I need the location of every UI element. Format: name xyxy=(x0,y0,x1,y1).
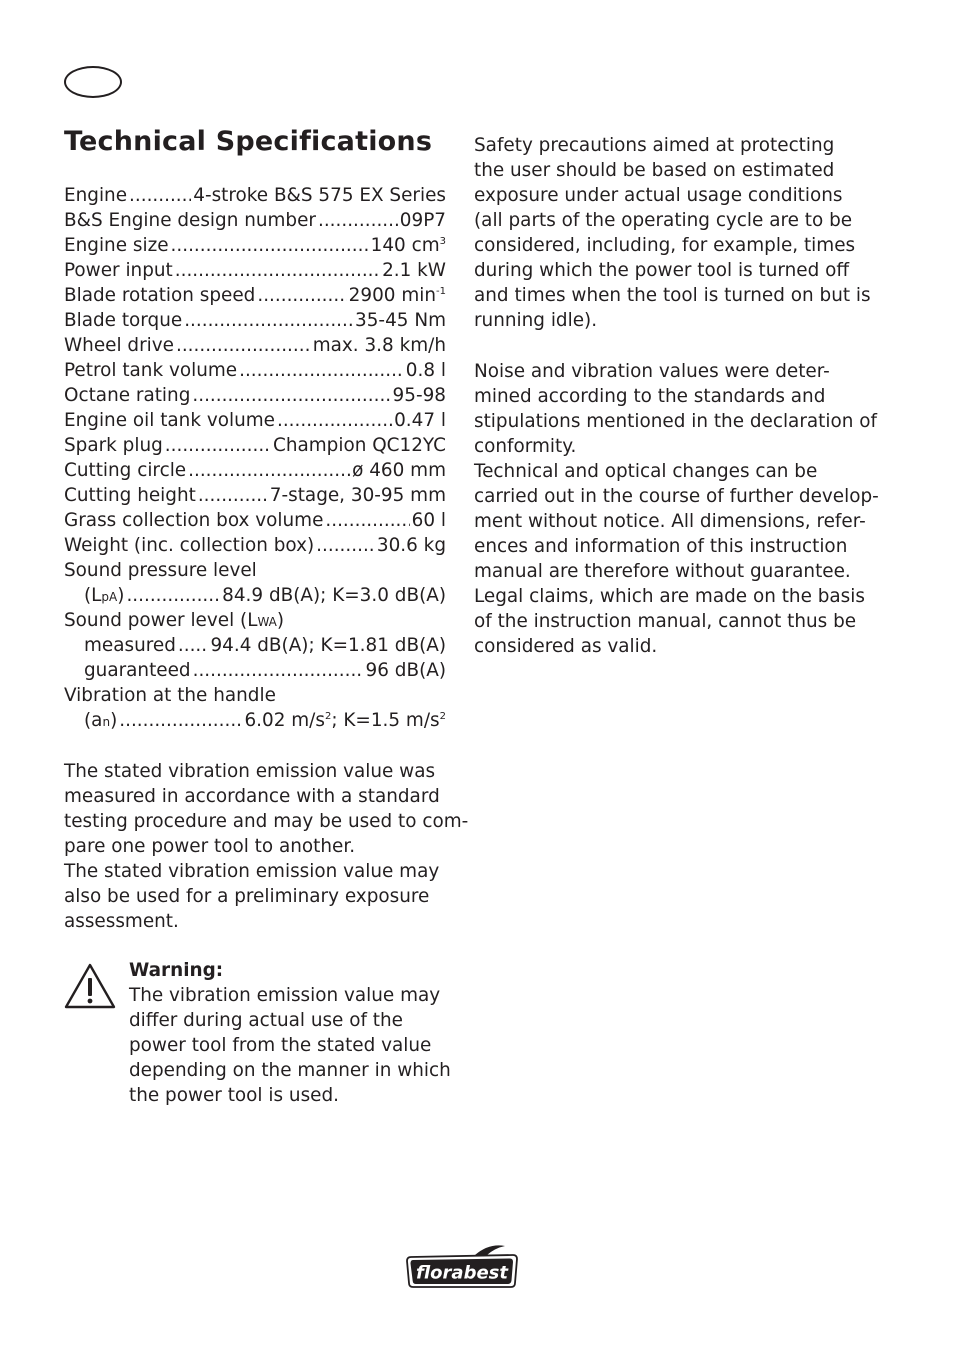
spec-label: Engine size xyxy=(64,235,169,256)
paragraph-line: Safety precautions aimed at protecting xyxy=(474,135,835,156)
logo-text: florabest xyxy=(416,1262,508,1284)
spec-sublabel xyxy=(84,708,117,735)
spec-value: 4-stroke B&S 575 EX Series xyxy=(193,185,446,206)
spec-row xyxy=(64,458,446,483)
spec-row xyxy=(64,483,446,508)
florabest-logo xyxy=(405,1243,519,1289)
spec-row xyxy=(64,258,446,283)
spec-sublabel xyxy=(84,583,124,610)
spec-label: B&S Engine design number xyxy=(64,210,316,231)
paragraph-line: Noise and vibration values were deter- xyxy=(474,361,830,382)
paragraph-line: ences and information of this instruction xyxy=(474,536,848,557)
spec-value: 09P7 xyxy=(399,210,446,231)
subscript: WA xyxy=(257,615,277,629)
spec-label: Grass collection box volume xyxy=(64,510,324,531)
safety-paragraph xyxy=(474,133,874,333)
leader-dots xyxy=(126,583,220,608)
spec-row xyxy=(64,233,446,258)
leader-dots xyxy=(318,208,398,233)
spec-label: Blade rotation speed xyxy=(64,285,256,306)
warning-line: differ during actual use of the xyxy=(129,1010,403,1031)
superscript: -1 xyxy=(436,285,446,297)
paragraph-line: stipulations mentioned in the declaration of xyxy=(474,411,877,432)
warning-line: power tool from the stated value xyxy=(129,1035,432,1056)
spec-row xyxy=(64,508,446,533)
leader-dots xyxy=(325,508,409,533)
spec-row xyxy=(64,408,446,433)
spec-row-guaranteed xyxy=(64,658,446,683)
spec-value xyxy=(244,708,446,733)
paragraph-line: running idle). xyxy=(474,310,598,331)
spec-label: Cutting circle xyxy=(64,460,187,481)
spec-label: Sound pressure level xyxy=(64,560,257,581)
spec-row xyxy=(64,358,446,383)
warning-line: The vibration emission value may xyxy=(129,985,441,1006)
leader-dots xyxy=(198,483,268,508)
paragraph-line: conformity. xyxy=(474,436,577,457)
leader-dots xyxy=(119,708,242,733)
paragraph-line: the user should be based on estimated xyxy=(474,160,835,181)
paragraph-line: measured in accordance with a standard xyxy=(64,786,440,807)
leader-dots xyxy=(178,633,209,658)
leader-dots xyxy=(175,258,380,283)
spec-value: 0.47 l xyxy=(394,410,446,431)
spec-label: Octane rating xyxy=(64,385,191,406)
spec-value: 2.1 kW xyxy=(382,260,446,281)
spec-row-sound-power xyxy=(64,608,446,633)
paragraph-line: and times when the tool is turned on but is xyxy=(474,285,871,306)
spec-label: Wheel drive xyxy=(64,335,174,356)
warning-line: the power tool is used. xyxy=(129,1085,339,1106)
paragraph-line: The stated vibration emission value may xyxy=(64,861,440,882)
leader-dots xyxy=(192,383,390,408)
spec-row xyxy=(64,433,446,458)
paragraph-line: The stated vibration emission value was xyxy=(64,761,436,782)
subscript: n xyxy=(102,715,111,729)
spec-value: ø 460 mm xyxy=(352,460,446,481)
page-title: Technical Specifications xyxy=(64,126,433,157)
paragraph-line: considered, including, for example, times xyxy=(474,235,856,256)
spec-label: Petrol tank volume xyxy=(64,360,238,381)
label-suffix: ) xyxy=(276,610,285,631)
spec-sublabel: measured xyxy=(84,635,176,656)
paragraph-line: testing procedure and may be used to com- xyxy=(64,811,469,832)
spec-row-sound-pressure xyxy=(64,558,446,583)
spec-row xyxy=(64,333,446,358)
spec-row xyxy=(64,308,446,333)
spec-value: max. 3.8 km/h xyxy=(312,335,446,356)
superscript: 2 xyxy=(324,710,332,722)
sublabel-close: ) xyxy=(117,585,125,606)
spec-row xyxy=(64,383,446,408)
spec-label: Cutting height xyxy=(64,485,196,506)
label-prefix: Sound power level (L xyxy=(64,610,258,631)
spec-value-text: 140 cm xyxy=(370,235,440,256)
spec-label xyxy=(64,608,284,635)
leader-dots xyxy=(316,533,375,558)
leader-dots xyxy=(165,433,271,458)
spec-row xyxy=(64,533,446,558)
spec-row xyxy=(64,283,446,308)
leader-dots xyxy=(129,183,191,208)
value-b: ; K=1.5 m/s xyxy=(331,710,440,731)
sublabel-open: (a xyxy=(84,710,103,731)
paragraph-line: pare one power tool to another. xyxy=(64,836,356,857)
spec-row-vibration xyxy=(64,683,446,708)
spec-value-text: 2900 min xyxy=(348,285,437,306)
spec-row xyxy=(64,183,446,208)
spec-sublabel: guaranteed xyxy=(84,660,191,681)
leader-dots xyxy=(193,658,364,683)
spec-value: 7-stage, 30-95 mm xyxy=(269,485,446,506)
noise-changes-paragraph xyxy=(474,359,879,659)
paragraph-line: manual are therefore without guarantee. xyxy=(474,561,851,582)
spec-value: 95-98 xyxy=(392,385,446,406)
paragraph-line: assessment. xyxy=(64,911,179,932)
spec-value: 84.9 dB(A); K=3.0 dB(A) xyxy=(222,585,446,606)
spec-value: Champion QC12YC xyxy=(272,435,446,456)
spec-value: 96 dB(A) xyxy=(365,660,446,681)
spec-value xyxy=(349,283,446,308)
spec-value xyxy=(371,233,446,258)
spec-row-measured xyxy=(64,633,446,658)
leader-dots xyxy=(188,458,350,483)
spec-value: 0.8 l xyxy=(405,360,446,381)
paragraph-line: ment without notice. All dimensions, refer- xyxy=(474,511,866,532)
leader-dots xyxy=(239,358,404,383)
spec-value: 94.4 dB(A); K=1.81 dB(A) xyxy=(210,635,446,656)
paragraph-line: Technical and optical changes can be xyxy=(474,461,818,482)
paragraph-line: mined according to the standards and xyxy=(474,386,826,407)
paragraph-line: also be used for a preliminary exposure xyxy=(64,886,430,907)
spec-row-vibration-value xyxy=(64,708,446,733)
language-badge xyxy=(64,66,122,98)
subscript: pA xyxy=(101,590,118,604)
warning-title: Warning: xyxy=(129,960,224,981)
warning-triangle-icon xyxy=(64,963,116,1009)
spec-label: Power input xyxy=(64,260,173,281)
paragraph-line: considered as valid. xyxy=(474,636,658,657)
spec-label: Engine xyxy=(64,185,128,206)
paragraph-line: of the instruction manual, cannot thus be xyxy=(474,611,857,632)
paragraph-line: (all parts of the operating cycle are to be xyxy=(474,210,853,231)
spec-label: Blade torque xyxy=(64,310,183,331)
paragraph-line: carried out in the course of further develop- xyxy=(474,486,879,507)
leader-dots xyxy=(176,333,311,358)
spec-label: Engine oil tank volume xyxy=(64,410,275,431)
vibration-info-paragraph xyxy=(64,759,469,934)
spec-label: Weight (inc. collection box) xyxy=(64,535,315,556)
superscript: 2 xyxy=(439,710,446,722)
spec-row xyxy=(64,208,446,233)
spec-value: 60 l xyxy=(411,510,446,531)
spec-value: 30.6 kg xyxy=(376,535,446,556)
warning-line: depending on the manner in which xyxy=(129,1060,451,1081)
leader-dots xyxy=(277,408,392,433)
leader-dots xyxy=(171,233,369,258)
leader-dots xyxy=(257,283,346,308)
paragraph-line: during which the power tool is turned off xyxy=(474,260,850,281)
warning-block xyxy=(129,958,459,1108)
paragraph-line: exposure under actual usage conditions xyxy=(474,185,843,206)
spec-label: Vibration at the handle xyxy=(64,685,276,706)
sublabel-close: ) xyxy=(110,710,118,731)
superscript: 3 xyxy=(439,235,446,247)
spec-list xyxy=(64,183,446,733)
leader-dots xyxy=(184,308,353,333)
spec-row-sound-pressure-value xyxy=(64,583,446,608)
value-a: 6.02 m/s xyxy=(244,710,325,731)
spec-label: Spark plug xyxy=(64,435,163,456)
spec-value: 35-45 Nm xyxy=(355,310,446,331)
paragraph-line: Legal claims, which are made on the basis xyxy=(474,586,865,607)
sublabel-open: (L xyxy=(84,585,102,606)
